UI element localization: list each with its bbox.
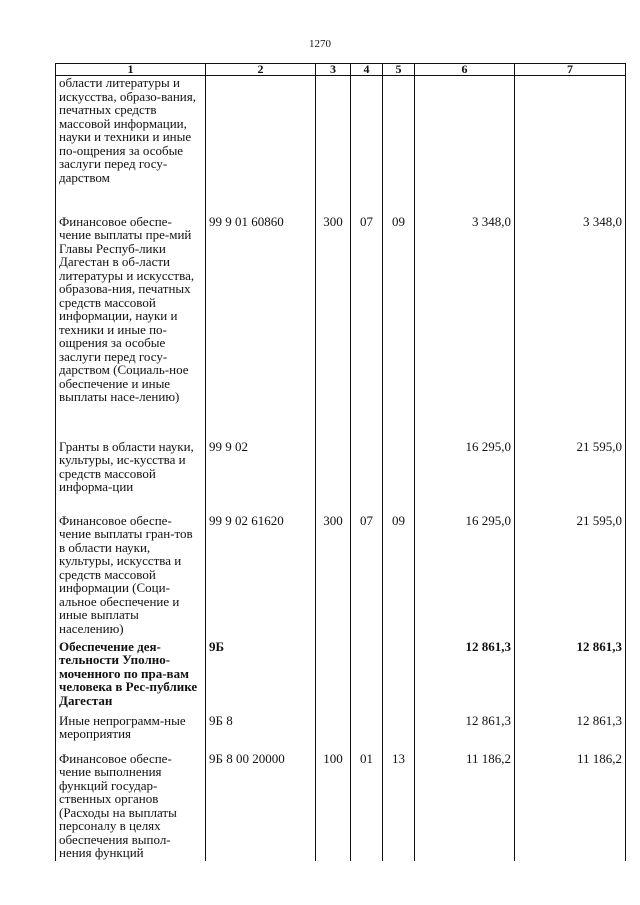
row-col5: [383, 714, 415, 752]
row-col6: 3 348,0: [415, 215, 515, 440]
budget-table: [55, 63, 626, 861]
row-col5: 13: [383, 752, 415, 861]
row-code: 9Б: [206, 640, 316, 714]
row-col7: [515, 76, 626, 215]
row-col4: [351, 714, 383, 752]
row-code: 99 9 01 60860: [206, 215, 316, 440]
row-col5: [383, 640, 415, 714]
column-header-5: 5: [383, 64, 415, 76]
column-header-6: 6: [415, 64, 515, 76]
row-col7: 12 861,3: [515, 640, 626, 714]
row-col6: 12 861,3: [415, 640, 515, 714]
row-col5: 09: [383, 514, 415, 640]
row-name: Финансовое обеспе-чение выполнения функций государ-ственных органов (Расходы на выплаты персоналу в целях обеспечения выпол-нения функций: [56, 752, 206, 861]
row-col4: 07: [351, 514, 383, 640]
table-row: [56, 514, 626, 640]
row-col3: 300: [316, 514, 351, 640]
row-col7: 11 186,2: [515, 752, 626, 861]
row-col4: [351, 76, 383, 215]
row-col3: [316, 714, 351, 752]
column-header-7: 7: [515, 64, 626, 76]
table-row: [56, 752, 626, 861]
row-col7: 12 861,3: [515, 714, 626, 752]
page-number: 1270: [309, 38, 331, 50]
row-col3: 100: [316, 752, 351, 861]
table-header-row: [56, 64, 626, 76]
table-row: [56, 640, 626, 714]
row-col6: [415, 76, 515, 215]
column-header-3: 3: [316, 64, 351, 76]
row-code: 99 9 02: [206, 440, 316, 514]
row-col4: [351, 640, 383, 714]
row-name: Обеспечение дея-тельности Уполно-моченного по пра-вам человека в Рес-публике Дагестан: [56, 640, 206, 714]
row-col4: 07: [351, 215, 383, 440]
row-code: 9Б 8: [206, 714, 316, 752]
row-col5: 09: [383, 215, 415, 440]
table-row: [56, 76, 626, 215]
row-col4: 01: [351, 752, 383, 861]
row-col7: 3 348,0: [515, 215, 626, 440]
column-header-4: 4: [351, 64, 383, 76]
table-row: [56, 215, 626, 440]
row-name: Финансовое обеспе-чение выплаты пре-мий Главы Респуб-лики Дагестан в об-ласти литературы и искусства, образова-ния, печатных средств массовой информации, науки и техники и иные по-ощрения за особые заслуги перед госу-дарством (Социаль-ное обеспечение и иные выплаты насе-лению): [56, 215, 206, 440]
row-col6: 12 861,3: [415, 714, 515, 752]
row-name: области литературы и искусства, образо-вания, печатных средств массовой информации, науки и техники и иные по-ощрения за особые заслуги перед госу-дарством: [56, 76, 206, 215]
column-header-1: 1: [56, 64, 206, 76]
row-code: [206, 76, 316, 215]
row-col3: [316, 76, 351, 215]
row-col3: [316, 440, 351, 514]
table-row: [56, 440, 626, 514]
row-col7: 21 595,0: [515, 514, 626, 640]
row-col5: [383, 76, 415, 215]
row-code: 99 9 02 61620: [206, 514, 316, 640]
table-row: [56, 714, 626, 752]
row-col3: [316, 640, 351, 714]
row-col6: 11 186,2: [415, 752, 515, 861]
row-name: Иные непрограмм-ные мероприятия: [56, 714, 206, 752]
row-col5: [383, 440, 415, 514]
row-name: Гранты в области науки, культуры, ис-кусства и средств массовой информа-ции: [56, 440, 206, 514]
row-name: Финансовое обеспе-чение выплаты гран-тов в области науки, культуры, искусства и средств массовой информации (Соци-альное обеспечение и иные выплаты населению): [56, 514, 206, 640]
row-col7: 21 595,0: [515, 440, 626, 514]
row-col6: 16 295,0: [415, 440, 515, 514]
row-col3: 300: [316, 215, 351, 440]
row-col6: 16 295,0: [415, 514, 515, 640]
row-col4: [351, 440, 383, 514]
column-header-2: 2: [206, 64, 316, 76]
row-code: 9Б 8 00 20000: [206, 752, 316, 861]
